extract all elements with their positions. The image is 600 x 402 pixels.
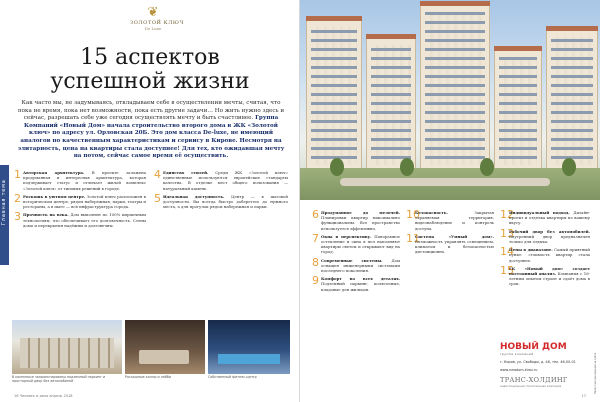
aspect-title: ГК «Новый дом» создает постоянный анализ.: [509, 265, 590, 277]
legal-notice: [590, 338, 596, 398]
lead-bold: Группа Компаний «Новый Дом» начала строительство второго дома в ЖК «Золотой ключ» по адресу ул. Орловская 20Б. Это дом класса De-luxe, не имеющий аналогов по качественным характеристикам и сервису в Кирове. Несмотря на элитарность, цена на квартиры стала доступнее! Для тех, кто ожидавшая мечту на потом, сейчас самое время её осуществить.: [17, 115, 285, 160]
aspect-text: Дом выполнен по 100% кирпичным технологиям, что обеспечивает его долговечность. Стены дома и перекрытия надёжны и долговечны.: [23, 212, 146, 228]
developer-address: г. Киров, ул. Свободы, д. 46, тел. 46-00-01: [500, 360, 576, 364]
right-column-2: [406, 210, 494, 258]
photo-captions: [12, 375, 290, 383]
developer-ad-block: [500, 342, 597, 394]
lead-paragraph: [14, 100, 288, 161]
aspect-item: [154, 170, 288, 191]
aspect-item: [312, 276, 400, 292]
aspect-title: Индивидуальный подход.: [509, 210, 570, 215]
novy-dom-logo: НОВЫЙ ДОМ: [500, 342, 567, 352]
aspect-text: Подземный паркинг, колясочные, кладовые для жильцов.: [321, 281, 400, 292]
aspect-number: 7: [312, 231, 319, 245]
aspect-text: Закрытая охраняемая территория, видеонаблюдение и контроль доступа.: [415, 210, 494, 231]
aspect-title: Цены в диапазоне.: [509, 247, 553, 253]
section-tab: [0, 165, 9, 265]
aspect-item: [312, 210, 400, 231]
aspect-title: Система «Умный дом».: [415, 233, 494, 239]
aspect-title: Прочность на века.: [23, 212, 69, 218]
aspect-item: [500, 210, 590, 226]
aspect-title: Окна в перспективу.: [321, 233, 372, 239]
aspect-title: Авторская архитектура.: [23, 170, 85, 175]
right-column-1: [312, 210, 400, 295]
aspect-item: [312, 231, 400, 255]
caption-courtyard: В комплексе запроектированы подземный паркинг и просторный двор без автомобилей: [12, 375, 106, 383]
aspect-text: Планировки квартир максимально функциональны. Все пространство используется эффективно.: [321, 215, 400, 231]
aspect-item: [14, 170, 146, 191]
aspect-item: [500, 226, 590, 245]
aspect-title: Безопасность.: [415, 210, 448, 215]
aspect-number: 3: [14, 210, 21, 224]
pool-photo: [208, 320, 290, 374]
aspect-title: Современные системы.: [321, 257, 383, 263]
aspect-text: Панорамное остекление и окна в пол наполняют квартиры светом и открывают вид на город.: [321, 233, 400, 255]
aspect-text: В проекте заложена продуманная и интересная архитектура, которая подчеркивает статус и отличает жилой комплекс «Золотой ключ» от типовых решений в городе.: [23, 170, 146, 191]
trans-holding-logo: ТРАНС-ХОЛДИНГ: [500, 376, 568, 385]
aspect-text: Золотой ключ расположен в историческом центре, рядом набережная, парки, театры и рестораны, а в шаге — вся инфраструктура города.: [23, 193, 146, 210]
aspect-number: 14: [500, 245, 514, 259]
aspect-text: Среди ЖК «Золотой ключ» единственные используются европейские стандарты качества. В отделке мест общего пользования — натуральный камень.: [163, 170, 288, 191]
courtyard-photo: [12, 320, 122, 374]
aspect-number: 8: [312, 255, 319, 269]
aspect-item: [500, 247, 590, 263]
aspect-number: 12: [500, 208, 514, 221]
aspect-item: [500, 263, 590, 287]
aspect-item: [406, 210, 494, 231]
headline-line-1: 15 аспектов: [80, 45, 220, 70]
aspect-title: Продуманное до мелочей.: [321, 210, 400, 215]
aspect-title: Единство стилей.: [163, 170, 209, 175]
golden-key-logo: [130, 5, 184, 31]
section-tab-label: Главная тема: [1, 179, 7, 225]
building-render: [300, 0, 600, 200]
novy-dom-subtitle: группа компаний: [500, 352, 534, 356]
aspect-text: Компания с 16-летним опытом строит и сдаёт дома в срок.: [509, 271, 590, 287]
aspect-number: 10: [406, 208, 420, 221]
key-emblem-icon: ❦: [147, 5, 159, 20]
building-block: [494, 50, 542, 170]
tree: [480, 158, 494, 176]
building-block: [306, 20, 362, 170]
building-block: [366, 38, 416, 170]
aspect-number: 6: [312, 208, 319, 221]
headline-line-2: успешной жизни: [50, 69, 250, 94]
aspect-text: Внутренний двор предназначен только для отдыха.: [509, 233, 590, 245]
logo-sub: De Luxe: [144, 26, 162, 31]
aspect-text: Самый приятный пункт: стоимость квартир стала доступнее.: [509, 247, 590, 263]
aspect-item: [14, 191, 146, 210]
developer-website: www.newdom.kirov.ru: [500, 368, 538, 373]
tree: [330, 158, 344, 176]
aspect-item: [154, 191, 288, 210]
right-page: [300, 0, 600, 402]
headline: [20, 46, 280, 94]
trans-holding-subtitle: инвестиционная строительная компания: [500, 384, 562, 389]
aspect-item: [312, 255, 400, 274]
aspect-text: Центр — в шаговой доступности. Вы всегда быстро доберетесь до нужного места, а для прогулок рядом набережная и парки.: [163, 193, 288, 210]
aspect-number: 11: [406, 231, 420, 245]
aspect-text: Дизайн-проект и отделка квартиры по вашему вкусу.: [509, 210, 590, 226]
lead-plain: Как часто мы, не задумываясь, откладываем себе в осуществлении мечты, считая, что пока не время, пока нет возможности, пока есть другие задачи… Но жить нужно здесь и сейчас, разрешать себе уже сегодня осуществлять мечту и быть счастливее.: [17, 100, 285, 122]
caption-pool: Собственный фитнес-центр: [208, 375, 257, 379]
folio-right: 17: [581, 394, 586, 398]
aspect-number: 2: [14, 191, 21, 205]
aspect-number: 1: [14, 168, 21, 181]
aspect-number: 13: [500, 226, 514, 240]
aspect-item: [406, 231, 494, 255]
folio-left: 16 Человек и дело апрель 2018: [14, 394, 73, 398]
aspect-title: Идеальная доступность.: [163, 193, 225, 199]
left-column-1: [14, 170, 146, 231]
aspect-title: Комфорт во всех деталях.: [321, 276, 400, 282]
aspect-number: 4: [154, 168, 161, 181]
right-column-3: [500, 210, 590, 290]
building-block: [420, 5, 490, 170]
aspect-number: 9: [312, 274, 319, 288]
aspect-item: [14, 212, 146, 228]
photo-strip: [12, 320, 290, 374]
aspect-text: Дом оснащен инженерными системами последнего поколения.: [321, 257, 400, 274]
courtyard-ground: [300, 168, 600, 200]
aspect-title: Роскошь в уютном центре.: [23, 193, 86, 199]
logo-brand: ЗОЛОТОЙ КЛЮЧ: [130, 20, 184, 26]
tree: [562, 158, 576, 176]
aspect-text: Возможность управлять освещением, климатом и безопасностью дистанционно.: [415, 239, 494, 255]
caption-lobby: Роскошные холлы и лобби: [125, 375, 172, 379]
tree: [400, 158, 414, 176]
left-column-2: [154, 170, 288, 212]
aspect-number: 5: [154, 191, 161, 205]
aspect-number: 15: [500, 263, 514, 277]
lobby-photo: [125, 320, 205, 374]
aspect-title: Рабочий двор без автомобилей.: [509, 228, 590, 234]
building-block: [546, 30, 598, 170]
legal-notice-text: Проектная декларация на сайте: [594, 352, 597, 394]
